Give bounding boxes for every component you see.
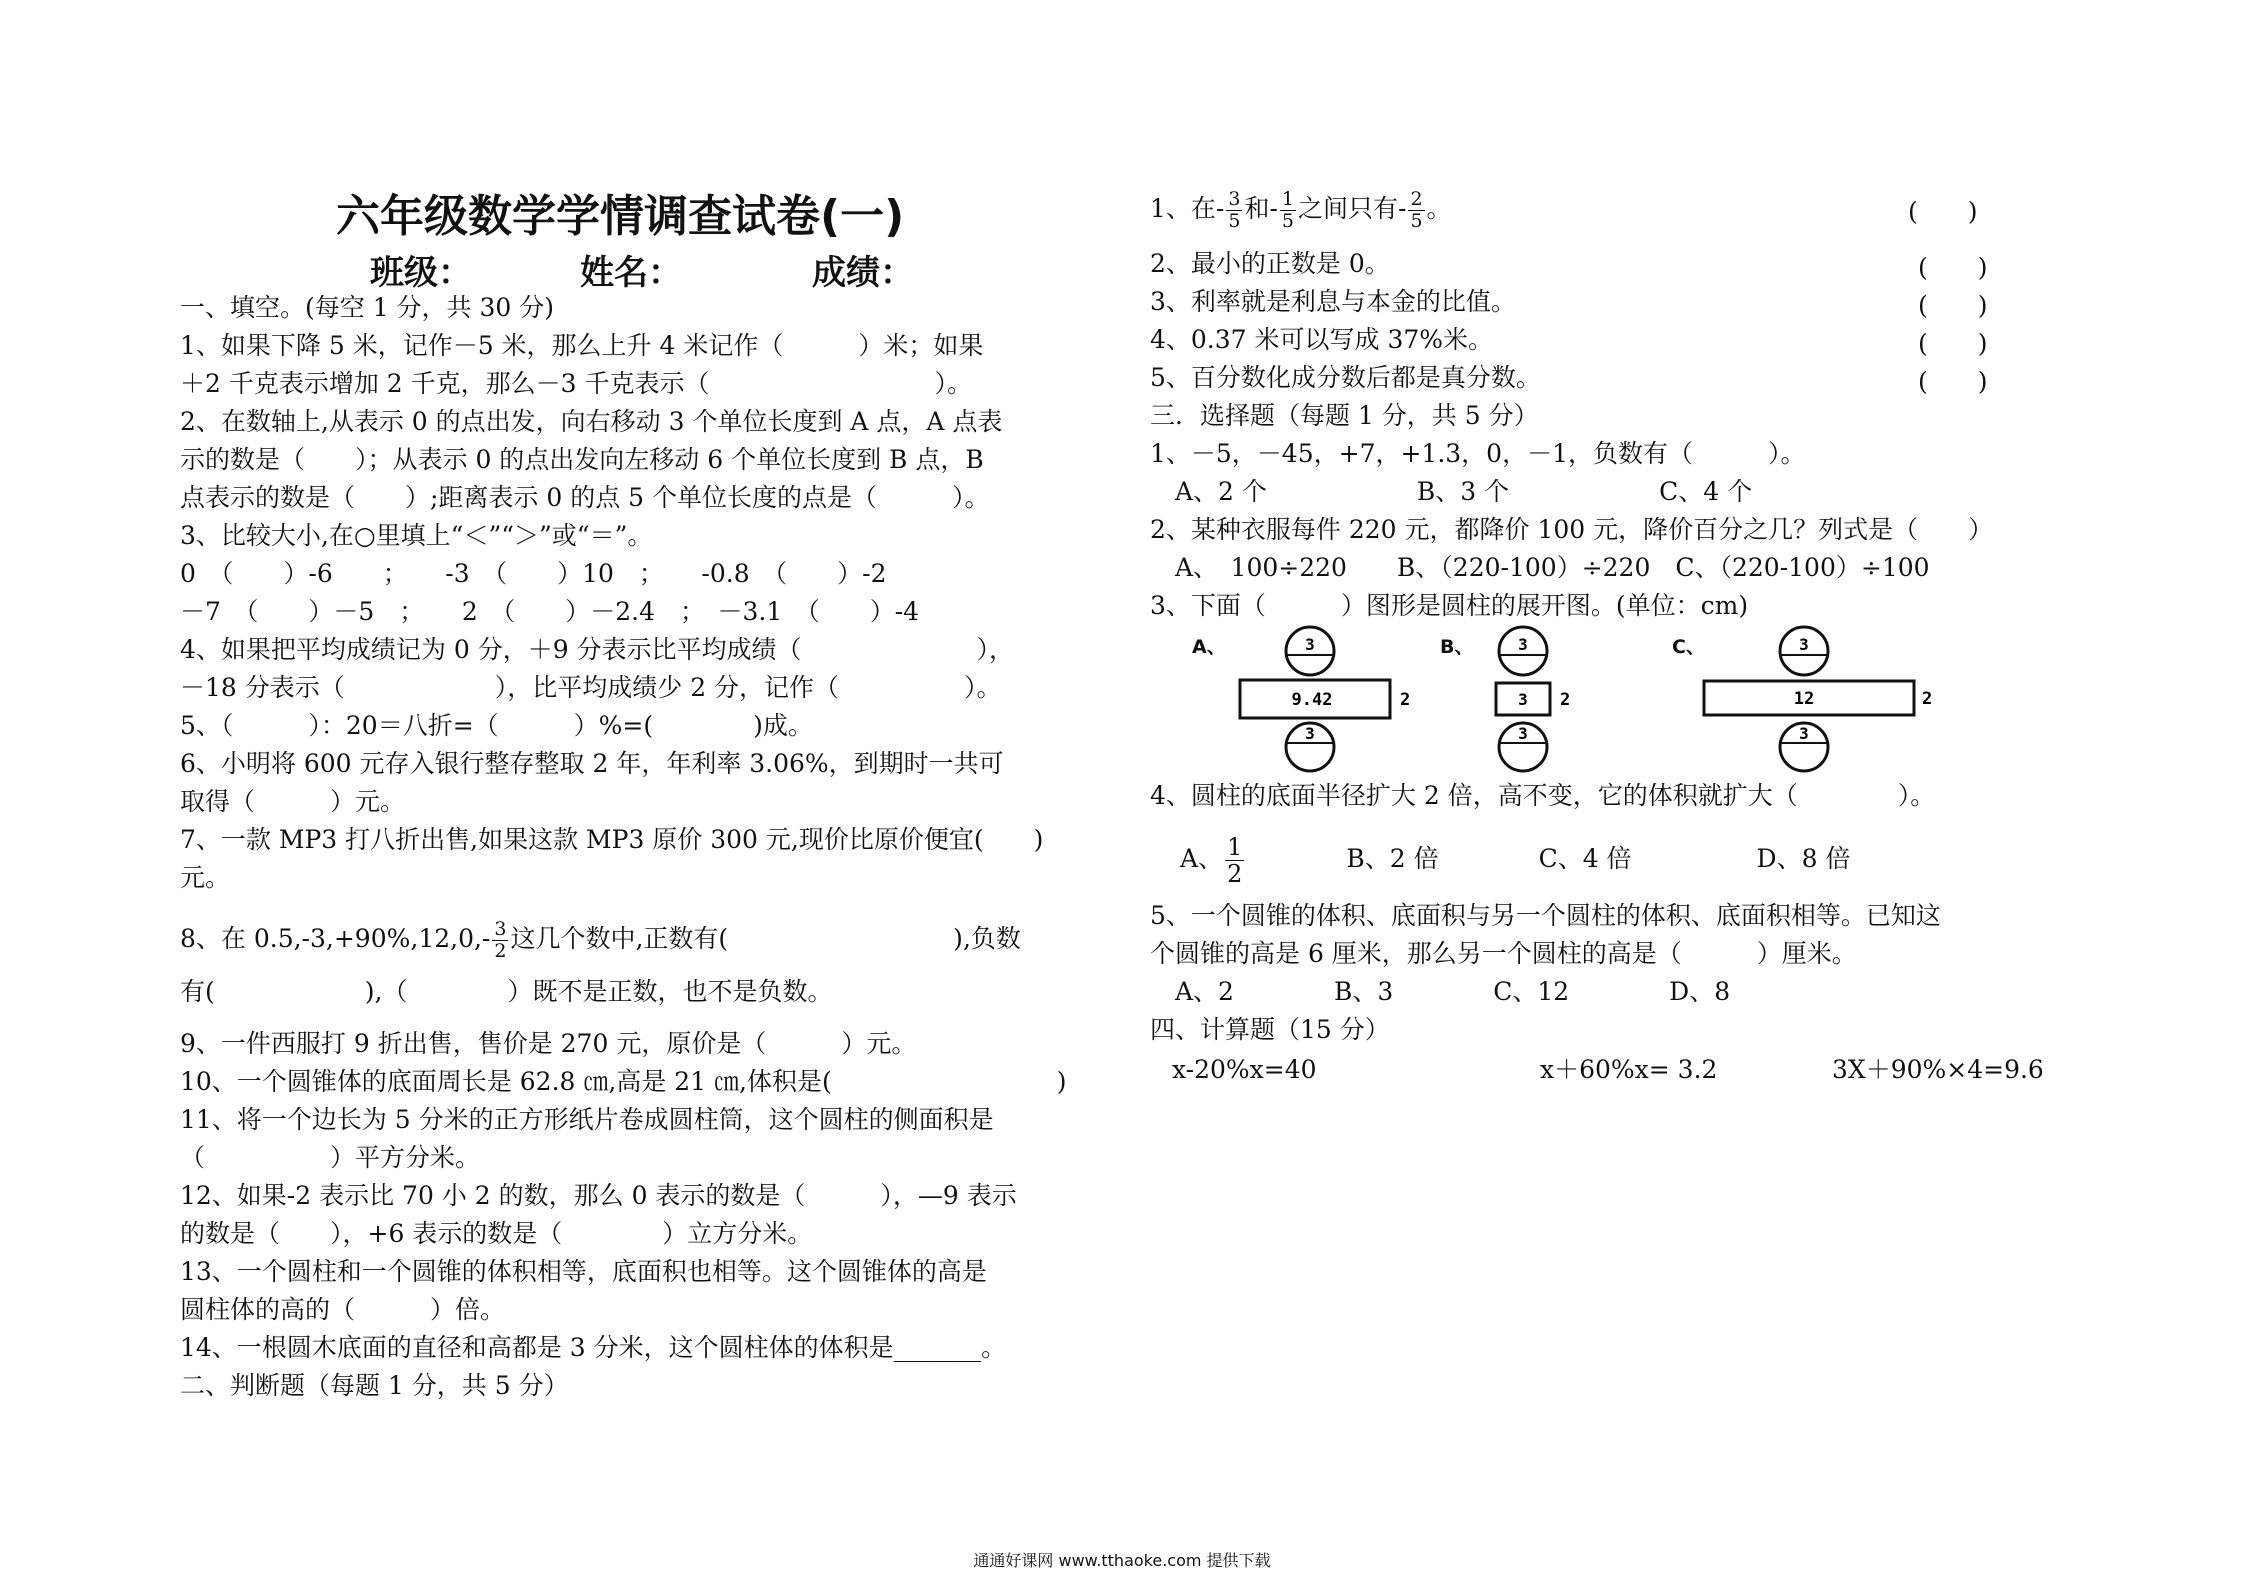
section-judgement-heading: 二、判断题（每题 1 分，共 5 分）: [180, 1371, 569, 1400]
figure-b-rect-length: 3: [1518, 690, 1528, 709]
question-2-line-2: 示的数是（ ）；从表示 0 的点出发向左移动 6 个单位长度到 B 点，B: [180, 445, 984, 474]
figure-c-rect-height: 2: [1922, 689, 1933, 709]
question-4-line-1: 4、如果把平均成绩记为 0 分，＋9 分表示比平均成绩（ ），: [180, 635, 1015, 664]
name-label: 姓名：: [580, 253, 682, 293]
fraction-denominator: 2: [494, 940, 507, 962]
question-13-line-1: 13、一个圆柱和一个圆锥的体积相等，底面积也相等。这个圆锥体的高是: [180, 1257, 987, 1286]
judge-3-answer-bracket[interactable]: ( ): [1918, 291, 1988, 320]
question-6-line-1: 6、小明将 600 元存入银行整存整取 2 年，年利率 3.06%，到期时一共可: [180, 749, 1004, 778]
judge-3: 3、利率就是利息与本金的比值。: [1150, 287, 1516, 316]
question-11-line-1: 11、将一个边长为 5 分米的正方形纸片卷成圆柱筒，这个圆柱的侧面积是: [180, 1105, 994, 1134]
judge-4: 4、0.37 米可以写成 37%米。: [1150, 325, 1494, 354]
fraction-denominator: 5: [1281, 210, 1294, 232]
fraction-two-fifths: [1408, 190, 1424, 231]
question-8-suffix: 这几个数中,正数有( ),负数: [510, 924, 1021, 953]
exam-title: 六年级数学学情调查试卷(一): [336, 191, 905, 242]
question-4-line-2: －18 分表示（ ），比平均成绩少 2 分，记作（ ）。: [180, 673, 1002, 702]
choice-1-options: A、2 个 B、3 个 C、4 个: [1150, 477, 1753, 506]
fraction-numerator: 2: [1410, 188, 1423, 210]
question-2-line-3: 点表示的数是（ ）;距离表示 0 的点 5 个单位长度的点是（ ）。: [180, 483, 990, 512]
fraction-one-fifth: [1280, 190, 1296, 231]
judge-4-answer-bracket[interactable]: ( ): [1918, 329, 1988, 358]
section-choice-heading: 三．选择题（每题 1 分，共 5 分）: [1150, 401, 1539, 430]
question-8-line-1: [180, 920, 1021, 961]
fraction-one-half: [1225, 835, 1244, 886]
choice-4: 4、圆柱的底面半径扩大 2 倍，高不变，它的体积就扩大（ ）。: [1150, 781, 1936, 810]
question-10: 10、一个圆锥体的底面周长是 62.8 ㎝,高是 21 ㎝,体积是( ): [180, 1067, 1067, 1096]
judge-1: [1150, 190, 1452, 231]
question-8-prefix: 8、在 0.5,-3,+90%,12,0,-: [180, 924, 491, 953]
choice-3: 3、下面（ ）图形是圆柱的展开图。(单位：cm): [1150, 591, 1749, 620]
figure-a-bottom-radius: 3: [1305, 724, 1315, 743]
judge-1-prefix: 1、在-: [1150, 194, 1225, 223]
score-label: 成绩：: [812, 253, 914, 293]
judge-1-answer-bracket[interactable]: ( ): [1908, 197, 1978, 226]
calculation-2: x＋60%x= 3.2: [1540, 1055, 1718, 1084]
figure-a-top-radius: 3: [1305, 635, 1315, 654]
class-label: 班级：: [370, 253, 472, 293]
section-calculation-heading: 四、计算题（15 分）: [1150, 1015, 1390, 1044]
question-3-line-2: 0 （ ）-6 ； -3 （ ）10 ； -0.8 （ ）-2: [180, 559, 887, 588]
figure-b-top-radius: 3: [1518, 635, 1528, 654]
question-12-line-2: 的数是（ ），+6 表示的数是（ ）立方分米。: [180, 1219, 813, 1248]
choice-5-line-1: 5、一个圆锥的体积、底面积与另一个圆柱的体积、底面积相等。已知这: [1150, 901, 1941, 930]
question-5: 5、（ ）：20＝八折=（ ）%=( )成。: [180, 711, 813, 740]
question-3-line-1: 3、比较大小,在○里填上“＜”“＞”或“＝”。: [180, 521, 653, 550]
fraction-numerator: 3: [494, 918, 507, 940]
fraction-denominator: 5: [1228, 210, 1241, 232]
question-14: 14、一根圆木底面的直径和高都是 3 分米，这个圆柱体的体积是_______。: [180, 1333, 1007, 1362]
figure-c-bottom-radius: 3: [1799, 724, 1809, 743]
figure-c-rect-length: 12: [1793, 689, 1815, 709]
question-11-line-2: （ ）平方分米。: [180, 1143, 481, 1172]
question-1-line-1: 1、如果下降 5 米，记作－5 米，那么上升 4 米记作（ ）米；如果: [180, 331, 984, 360]
fraction-three-fifths: [1226, 190, 1242, 231]
figure-a-cylinder-net: [1230, 625, 1430, 779]
fraction-three-halves: [492, 920, 508, 961]
choice-2-options: A、 100÷220 B、（220-100）÷220 C、（220-100）÷100: [1150, 553, 1930, 582]
figure-a-rect-height: 2: [1400, 690, 1411, 710]
fraction-denominator: 2: [1227, 860, 1243, 888]
choice-5-line-2: 个圆锥的高是 6 厘米，那么另一个圆柱的高是（ ）厘米。: [1150, 939, 1857, 968]
section-fill-in-heading: 一、填空。(每空 1 分，共 30 分): [180, 293, 555, 322]
figure-c-top-radius: 3: [1799, 635, 1809, 654]
judge-5-answer-bracket[interactable]: ( ): [1918, 367, 1988, 396]
question-8-line-2: 有( ),（ ）既不是正数，也不是负数。: [180, 977, 833, 1006]
figure-a-label: A、: [1192, 636, 1226, 658]
choice-4-other-options: B、2 倍 C、4 倍 D、8 倍: [1246, 844, 1851, 873]
question-7-line-1: 7、一款 MP3 打八折出售,如果这款 MP3 原价 300 元,现价比原价便宜( ): [180, 825, 1044, 854]
question-2-line-1: 2、在数轴上,从表示 0 的点出发，向右移动 3 个单位长度到 A 点，A 点表: [180, 407, 1003, 436]
question-7-line-2: 元。: [180, 863, 231, 892]
figure-c-cylinder-net: [1700, 625, 1940, 779]
figure-c-label: C、: [1672, 636, 1705, 658]
choice-4-option-a-prefix: A、: [1180, 844, 1224, 873]
figure-a-rect-length: 9.42: [1291, 690, 1333, 710]
judge-1-middle-2: 之间只有-: [1298, 194, 1407, 223]
judge-2-answer-bracket[interactable]: ( ): [1918, 253, 1988, 282]
fraction-numerator: 3: [1228, 188, 1241, 210]
question-3-line-3: －7 （ ）－5 ； 2 （ ）－2.4 ； －3.1 （ ）-4: [180, 597, 920, 626]
question-6-line-2: 取得（ ）元。: [180, 787, 406, 816]
footer-source: 通通好课网 www.tthaoke.com 提供下载: [973, 1551, 1271, 1570]
fraction-denominator: 5: [1410, 210, 1423, 232]
calculation-3: 3X＋90%×4=9.6: [1832, 1055, 2044, 1084]
judge-2: 2、最小的正数是 0。: [1150, 249, 1390, 278]
choice-1: 1、－5，－45，+7，+1.3，0，－1，负数有（ ）。: [1150, 439, 1806, 468]
figure-b-rect-height: 2: [1560, 690, 1571, 710]
fraction-numerator: 1: [1281, 188, 1294, 210]
figure-b-label: B、: [1440, 636, 1474, 658]
choice-4-options: [1180, 835, 1850, 886]
figure-b-bottom-radius: 3: [1518, 724, 1528, 743]
question-12-line-1: 12、如果-2 表示比 70 小 2 的数，那么 0 表示的数是（ ），—9 表示: [180, 1181, 1017, 1210]
question-1-line-2: ＋2 千克表示增加 2 千克，那么－3 千克表示（ ）。: [180, 369, 973, 398]
fraction-numerator: 1: [1227, 833, 1243, 861]
question-13-line-2: 圆柱体的高的（ ）倍。: [180, 1295, 506, 1324]
judge-1-end: 。: [1426, 194, 1452, 223]
judge-5: 5、百分数化成分数后都是真分数。: [1150, 363, 1541, 392]
calculation-1: x-20%x=40: [1172, 1055, 1317, 1084]
choice-5-options: A、2 B、3 C、12 D、8: [1150, 977, 1731, 1006]
judge-1-middle: 和-: [1244, 194, 1278, 223]
question-9: 9、一件西服打 9 折出售，售价是 270 元，原价是（ ）元。: [180, 1029, 917, 1058]
figure-b-cylinder-net: [1478, 625, 1598, 779]
choice-2: 2、某种衣服每件 220 元，都降价 100 元，降价百分之几？列式是（ ）: [1150, 515, 1994, 544]
